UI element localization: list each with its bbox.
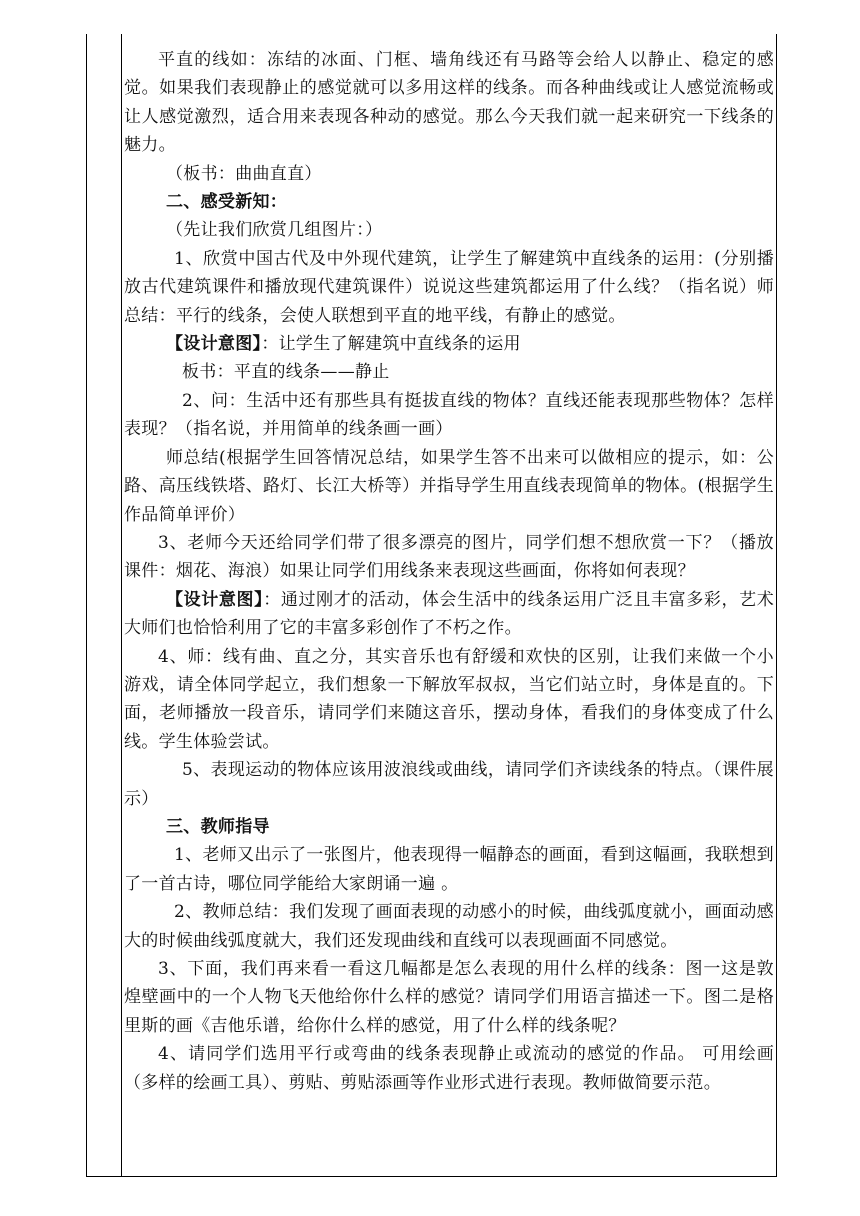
design-intent-label: 【设计意图】 <box>166 334 262 355</box>
table-column-divider <box>121 34 122 1177</box>
design-intent-text: ：让学生了解建筑中直线条的运用 <box>261 334 521 355</box>
design-intent-label: 【设计意图】 <box>166 589 264 610</box>
design-intent-2 <box>124 586 774 643</box>
paragraph-teacher-3: 3、下面，我们再来看一看这几幅都是怎么表现的用什么样的线条：图一这是敦煌壁画中的一个人物飞天他给你什么样的感觉？请同学们用语言描述一下。图二是格里斯的画《吉他乐谱，给你什么样的感觉，用了什么样的线条呢？ <box>124 959 774 1036</box>
blackboard-note-static: 板书：平直的线条——静止 <box>182 362 390 383</box>
paragraph-intro: 平直的线如：冻结的冰面、门框、墙角线还有马路等会给人以静止、稳定的感觉。如果我们表现静止的感觉就可以多用这样的线条。而各种曲线或让人感觉流畅或让人感觉激烈，适合用来表现各种动的感觉。那么今天我们就一起来研究一下线条的魅力。 <box>124 50 774 156</box>
paragraph-item-5: 5、表现运动的物体应该用波浪线或曲线，请同学们齐读线条的特点。（课件展示） <box>124 760 774 809</box>
table-border-bottom <box>86 1176 777 1177</box>
table-border-left <box>86 34 87 1177</box>
paragraph-teacher-1: 1、老师又出示了一张图片，他表现得一幅静态的画面，看到这幅画，我联想到了一首古诗，哪位同学能给大家朗诵一遍 。 <box>124 845 774 894</box>
paragraph-teacher-summary: 师总结(根据学生回答情况总结，如果学生答不出来可以做相应的提示，如：公路、高压线铁塔、路灯、长江大桥等）并指导学生用直线表现简单的物体。(根据学生作品简单评价） <box>124 447 774 525</box>
paragraph-teacher-2: 2、教师总结：我们发现了画面表现的动感小的时候，曲线弧度就小，画面动感大的时候曲线弧度就大，我们还发现曲线和直线可以表现画面不同感觉。 <box>124 902 774 951</box>
design-intent-1 <box>124 330 774 358</box>
paragraph-question-2: 2、问：生活中还有那些具有挺拔直线的物体？直线还能表现那些物体？怎样表现？（指名说，并用简单的线条画一画） <box>124 390 774 440</box>
section-heading-3: 三、教师指导 <box>166 816 270 837</box>
blackboard-note-title: （板书：曲曲直直） <box>166 163 322 184</box>
paragraph-appreciate: （先让我们欣赏几组图片：） <box>166 220 383 241</box>
paragraph-teacher-4: 4、请同学们选用平行或弯曲的线条表现静止或流动的感觉的作品。 可用绘画（多样的绘画工具）、剪贴、剪贴添画等作业形式进行表现。教师做简要示范。 <box>124 1044 774 1093</box>
paragraph-item-3: 3、老师今天还给同学们带了很多漂亮的图片，同学们想不想欣赏一下？（播放课件：烟花、海浪）如果让同学们用线条来表现这些画面，你将如何表现？ <box>124 532 774 582</box>
paragraph-architecture: 1、欣赏中国古代及中外现代建筑，让学生了解建筑中直线条的运用：(分别播放古代建筑课件和播放现代建筑课件）说说这些建筑都运用了什么线？（指名说）师总结：平行的线条，会使人联想到平直的地平线，有静止的感觉。 <box>124 248 774 326</box>
table-border-right <box>776 34 777 1177</box>
lesson-content <box>124 46 774 1097</box>
section-heading-2: 二、感受新知： <box>166 192 288 213</box>
paragraph-item-4: 4、师：线有曲、直之分，其实音乐也有舒缓和欢快的区别，让我们来做一个小游戏，请全体同学起立，我们想象一下解放军叔叔，当它们站立时，身体是直的。下面，老师播放一段音乐，请同学们来随这音乐，摆动身体，看我们的身体变成了什么线。学生体验尝试。 <box>124 646 774 752</box>
design-intent-text: ：通过刚才的活动，体会生活中的线条运用广泛且丰富多彩，艺术大师们也恰恰利用了它的丰富多彩创作了不朽之作。 <box>124 589 774 639</box>
